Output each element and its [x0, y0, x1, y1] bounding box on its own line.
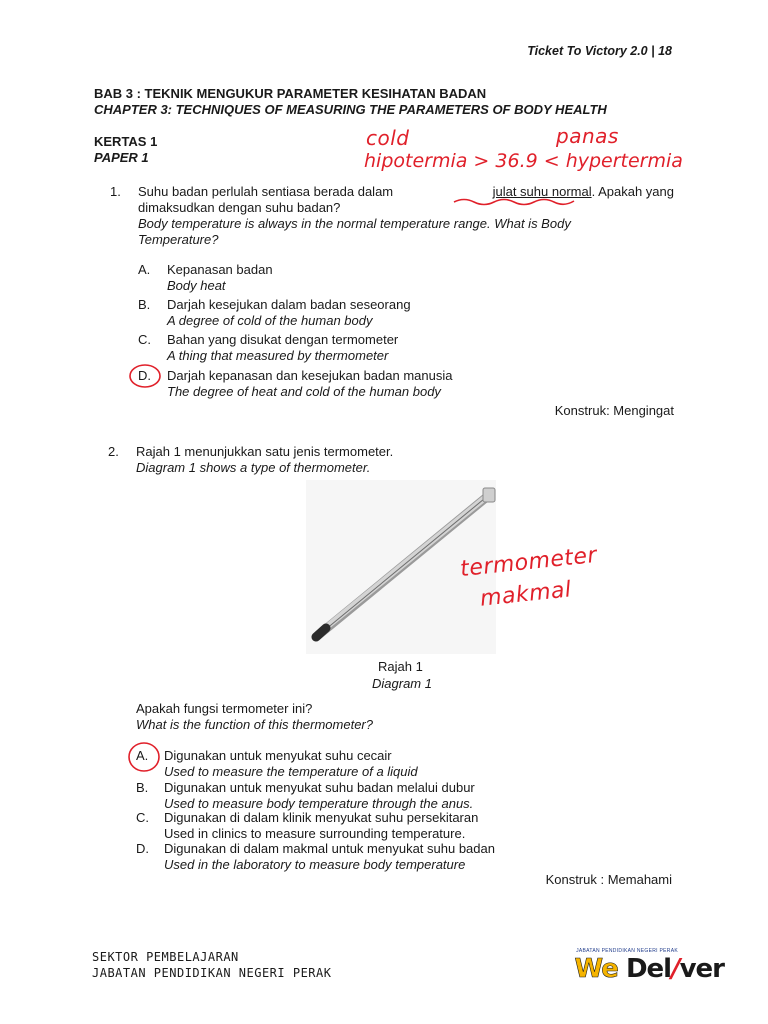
handwritten-temperature-formula: hipotermia > 36.9 < hypertermia — [364, 150, 683, 172]
q1-answer-circle — [127, 362, 163, 390]
handwritten-makmal: makmal — [478, 577, 573, 612]
paper-label — [94, 134, 157, 166]
q2-number: 2. — [108, 444, 119, 459]
we-deliver-logo: We Del/ver — [574, 954, 724, 984]
q1-stem-en-line2: Temperature? — [138, 232, 219, 247]
running-header: Ticket To Victory 2.0 | 18 — [527, 44, 672, 58]
q1-option-b[interactable]: B. Darjah kesejukan dalam badan seseorang A degree of cold of the human body — [138, 297, 411, 328]
handwritten-panas: panas — [556, 124, 619, 148]
q2-question-ms: Apakah fungsi termometer ini? — [136, 701, 313, 716]
q2-stem-ms: Rajah 1 menunjukkan satu jenis termometer. — [136, 444, 394, 459]
chapter-title-en: CHAPTER 3: TECHNIQUES OF MEASURING THE PARAMETERS OF BODY HEALTH — [94, 102, 607, 117]
q1-option-c[interactable]: C. Bahan yang disukat dengan termometer A thing that measured by thermometer — [138, 332, 399, 363]
q2-stem-en: Diagram 1 shows a type of thermometer. — [136, 460, 371, 475]
logo-tagline: JABATAN PENDIDIKAN NEGERI PERAK — [576, 948, 678, 954]
q1-option-a[interactable]: A. Kepanasan badan Body heat — [138, 262, 273, 293]
q1-option-d[interactable]: D. Darjah kepanasan dan kesejukan badan manusia The degree of heat and cold of the human body — [138, 368, 453, 399]
paper-label-ms: KERTAS 1 — [94, 134, 158, 149]
q1-stem-line2: dimaksudkan dengan suhu badan? — [138, 200, 341, 215]
q2-option-a[interactable]: A. Digunakan untuk menyukat suhu cecair Used to measure the temperature of a liquid — [136, 748, 418, 779]
chapter-title — [94, 86, 607, 118]
q2-question-en: What is the function of this thermometer? — [136, 717, 373, 732]
q2-option-d[interactable]: D. Digunakan di dalam makmal untuk menyukat suhu badan Used in the laboratory to measure body temperature — [136, 841, 495, 872]
handwritten-cold: cold — [366, 126, 410, 150]
diagram-caption-en: Diagram 1 — [372, 676, 432, 691]
q1-stem-en-line1: Body temperature is always in the normal temperature range. What is Body — [138, 216, 571, 231]
chapter-title-ms: BAB 3 : TEKNIK MENGUKUR PARAMETER KESIHATAN BADAN — [94, 86, 487, 101]
footer-line1: SEKTOR PEMBELAJARAN — [92, 950, 239, 964]
q1-stem — [138, 184, 674, 248]
q1-number: 1. — [110, 184, 121, 199]
q1-underline-squiggle — [452, 196, 582, 208]
q1-underlined-phrase: julat suhu normal — [492, 184, 592, 199]
running-title: Ticket To Victory 2.0 — [527, 44, 648, 58]
diagram-caption-ms: Rajah 1 — [378, 659, 423, 674]
footer-line2: JABATAN PENDIDIKAN NEGERI PERAK — [92, 966, 332, 980]
handwritten-termometer: termometer — [459, 542, 599, 583]
page-number: 18 — [658, 44, 672, 58]
q1-construct: Konstruk: Mengingat — [554, 403, 674, 418]
q2-option-b[interactable]: B. Digunakan untuk menyukat suhu badan melalui dubur Used to measure body temperature through the anus. — [136, 780, 475, 811]
paper-label-en: PAPER 1 — [94, 150, 149, 165]
q1-stem-line1: Suhu badan perlulah sentiasa berada dalam julat suhu normal. Apakah yang — [138, 184, 674, 199]
q2-option-c[interactable]: C. Digunakan di dalam klinik menyukat suhu persekitaran Used in clinics to measure surrounding temperature. — [136, 810, 479, 841]
q2-construct: Konstruk : Memahami — [545, 872, 672, 887]
q2-answer-circle — [125, 740, 163, 776]
